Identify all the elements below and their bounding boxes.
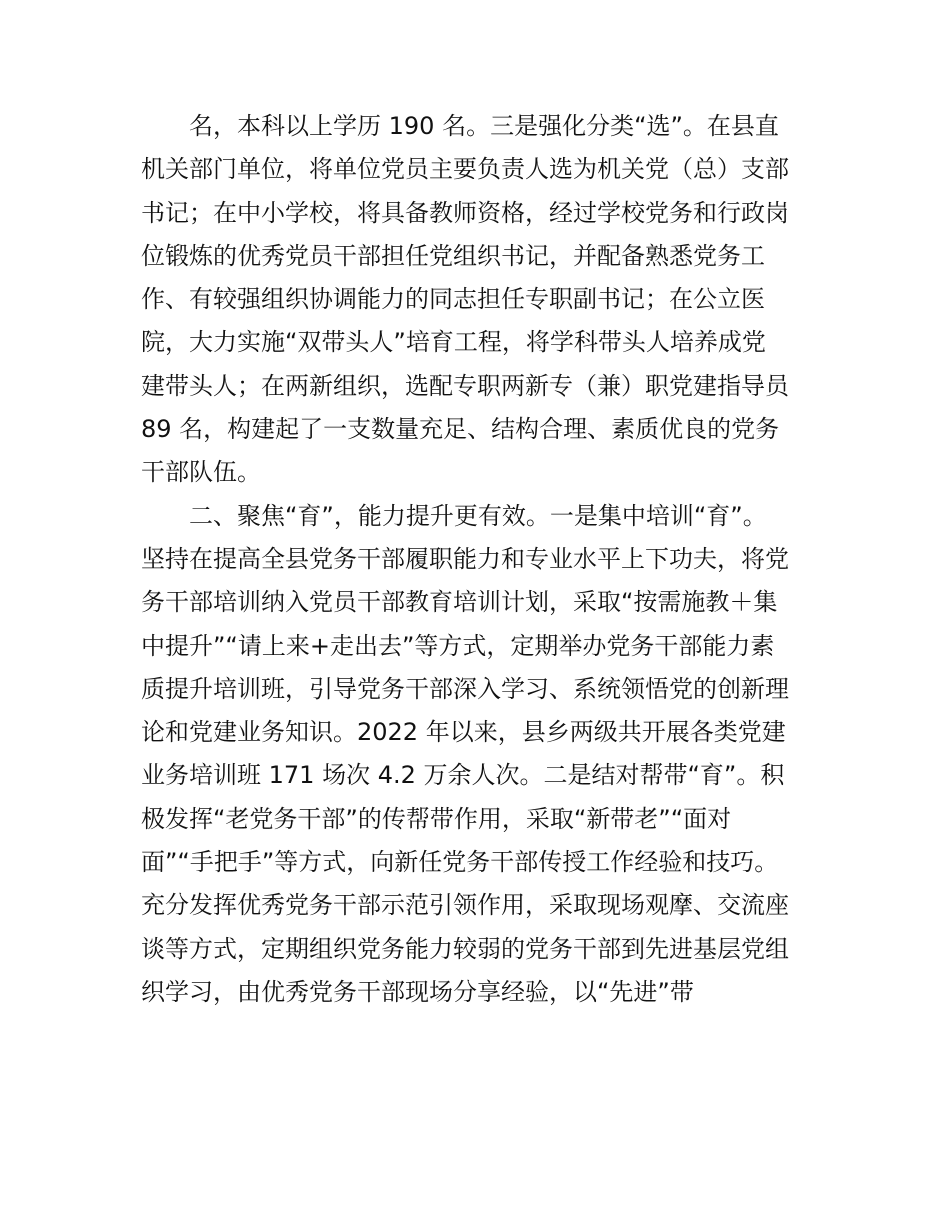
- paragraph-2: [141, 495, 821, 1015]
- paragraph-line: 二、聚焦“育”，能力提升更有效。一是集中培训“育”。: [189, 501, 767, 530]
- paragraph-line: 建带头人；在两新组织，选配专职两新专（兼）职党建指导员: [141, 371, 789, 400]
- paragraph-line: 作、有较强组织协调能力的同志担任专职副书记；在公立医: [141, 285, 765, 314]
- paragraph-line: 书记；在中小学校，将具备教师资格，经过学校党务和行政岗: [141, 198, 789, 227]
- paragraph-line: 业务培训班 171 场次 4.2 万余人次。二是结对帮带“育”。积: [141, 761, 785, 790]
- paragraph-line: 谈等方式，定期组织党务能力较弱的党务干部到先进基层党组: [141, 934, 789, 963]
- paragraph-1: [141, 105, 821, 495]
- paragraph-line: 坚持在提高全县党务干部履职能力和专业水平上下功夫，将党: [141, 544, 789, 573]
- paragraph-line: 机关部门单位，将单位党员主要负责人选为机关党（总）支部: [141, 155, 789, 184]
- paragraph-line: 位锻炼的优秀党员干部担任党组织书记，并配备熟悉党务工: [141, 241, 765, 270]
- paragraph-line: 面”“手把手”等方式，向新任党务干部传授工作经验和技巧。: [141, 848, 779, 877]
- paragraph-line: 质提升培训班，引导党务干部深入学习、系统领悟党的创新理: [141, 674, 789, 703]
- paragraph-line: 充分发挥优秀党务干部示范引领作用，采取现场观摩、交流座: [141, 891, 789, 920]
- paragraph-line: 务干部培训纳入党员干部教育培训计划，采取“按需施教＋集: [141, 588, 778, 617]
- paragraph-line: 干部队伍。: [141, 458, 261, 487]
- paragraph-line: 名，本科以上学历 190 名。三是强化分类“选”。在县直: [189, 112, 779, 140]
- paragraph-line: 院，大力实施“双带头人”培育工程，将学科带头人培养成党: [141, 328, 766, 357]
- body-text: [141, 105, 821, 1014]
- paragraph-line: 极发挥“老党务干部”的传帮带作用，采取“新带老”“面对: [141, 804, 732, 833]
- paragraph-line: 中提升”“请上来+走出去”等方式，定期举办党务干部能力素: [141, 631, 775, 660]
- paragraph-line: 89 名，构建起了一支数量充足、结构合理、素质优良的党务: [141, 415, 780, 444]
- paragraph-line: 论和党建业务知识。2022 年以来，县乡两级共开展各类党建: [141, 718, 786, 747]
- paragraph-line: 织学习，由优秀党务干部现场分享经验，以“先进”带: [141, 977, 694, 1006]
